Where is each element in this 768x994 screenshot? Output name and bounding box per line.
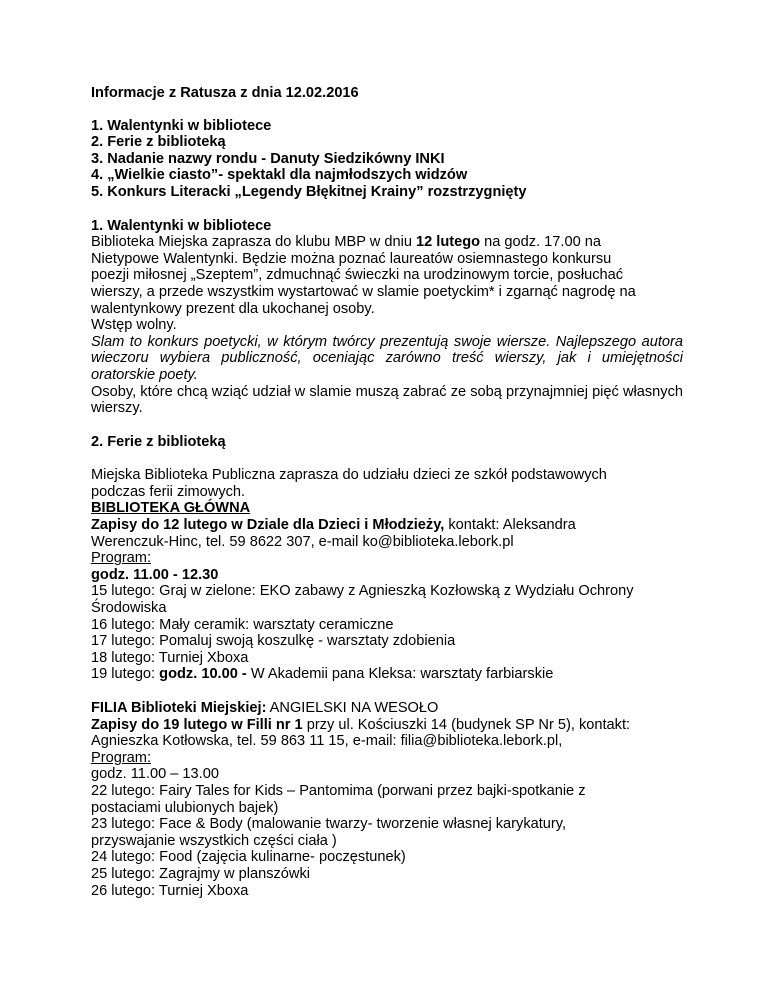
event-date: 12 lutego xyxy=(416,234,481,251)
toc-item: 4. „Wielkie ciasto”- spektakl dla najmłodszych widzów xyxy=(91,167,468,184)
program-event: 16 lutego: Mały ceramik: warsztaty ceramiczne xyxy=(91,616,394,633)
program-event: 23 lutego: Face & Body (malowanie twarzy- tworzenie własnej karykatury, xyxy=(91,816,567,833)
program-event: Środowiska xyxy=(91,600,167,617)
text-run: W Akademii pana Kleksa: warsztaty farbiarskie xyxy=(246,666,554,683)
page-title: Informacje z Ratusza z dnia 12.02.2016 xyxy=(91,85,359,101)
text-run: na godz. 17.00 na xyxy=(480,234,601,251)
contact-line: Werenczuk-Hinc, tel. 59 8622 307, e-mail ko@biblioteka.lebork.pl xyxy=(91,533,514,550)
signup-line xyxy=(91,517,683,534)
program-label: Program: xyxy=(91,550,152,567)
contact-line: Agnieszka Kotłowska, tel. 59 863 11 15, e-mail: filia@biblioteka.lebork.pl, xyxy=(91,733,563,750)
program-event: 15 lutego: Graj w zielone: EKO zabawy z Agnieszką Kozłowską z Wydziału Ochrony xyxy=(91,583,634,600)
program-event: 18 lutego: Turniej Xboxa xyxy=(91,649,249,666)
main-library-block xyxy=(91,500,683,683)
slam-requirement: Osoby, które chcą wziąć udział w slamie muszą zabrać ze sobą przynajmniej pięć własnych wierszy. xyxy=(91,383,683,417)
section-heading: 1. Walentynki w bibliotece xyxy=(91,217,272,234)
signup-line xyxy=(91,717,683,734)
program-event: 26 lutego: Turniej Xboxa xyxy=(91,882,249,899)
toc-item: 1. Walentynki w bibliotece xyxy=(91,117,272,134)
branch-label: FILIA Biblioteki Miejskiej: xyxy=(91,700,267,716)
paragraph-line: Nietypowe Walentynki. Będzie można poznać laureatów osiemnastego konkursu xyxy=(91,250,612,267)
section-winter-break xyxy=(91,434,683,899)
program-event: postaciami ulubionych bajek) xyxy=(91,799,279,816)
section-valentines xyxy=(91,218,683,417)
program-event: 25 lutego: Zagrajmy w planszówki xyxy=(91,865,311,882)
program-event: przyswajanie wszystkich części ciała ) xyxy=(91,832,337,849)
paragraph-line: walentynkowy prezent dla ukochanej osoby. xyxy=(91,300,375,317)
toc-item: 2. Ferie z biblioteką xyxy=(91,134,226,151)
paragraph-line: podczas ferii zimowych. xyxy=(91,483,246,500)
text-run: Biblioteka Miejska zaprasza do klubu MBP w dniu xyxy=(91,234,417,251)
paragraph-line: poezji miłosnej „Szeptem”, zdmuchnąć świeczki na urodzinowym torcie, posłuchać xyxy=(91,267,624,284)
paragraph-line xyxy=(91,234,683,251)
program-event: 22 lutego: Fairy Tales for Kids – Pantomima (porwani przez bajki-spotkanie z xyxy=(91,782,586,799)
program-hours: godz. 11.00 - 12.30 xyxy=(91,566,219,583)
program-hours: godz. 11.00 – 13.00 xyxy=(91,766,219,783)
toc-item: 3. Nadanie nazwy rondu - Danuty Siedzikówny INKI xyxy=(91,150,445,167)
table-of-contents xyxy=(91,118,683,201)
paragraph-line: wierszy, a przede wszystkim wystartować w slamie poetyckim* i zgarnąć nagrodę na xyxy=(91,283,636,300)
main-library-label: BIBLIOTEKA GŁÓWNA xyxy=(91,500,251,517)
entry-note: Wstęp wolny. xyxy=(91,317,177,334)
program-event xyxy=(91,666,683,683)
signup-deadline: Zapisy do 19 lutego w Filli nr 1 xyxy=(91,716,303,733)
document-content xyxy=(91,85,683,899)
program-event: 24 lutego: Food (zajęcia kulinarne- poczęstunek) xyxy=(91,849,406,866)
program-label: Program: xyxy=(91,749,152,766)
text-run: kontakt: Aleksandra xyxy=(444,517,576,534)
branch-program-name: ANGIELSKI NA WESOŁO xyxy=(266,700,439,716)
text-run: przy ul. Kościuszki 14 (budynek SP Nr 5), kontakt: xyxy=(302,716,631,733)
signup-deadline: Zapisy do 12 lutego w Dziale dla Dzieci i Młodzieży, xyxy=(91,517,445,534)
program-event: 17 lutego: Pomaluj swoją koszulkę - warsztaty zdobienia xyxy=(91,633,456,650)
slam-definition: Slam to konkurs poetycki, w którym twórcy prezentują swoje wiersze. Najlepszego autora wieczoru wybiera publiczność, oceniając zarówno treść wierszy, jak i umiejętności oratorskie poety. xyxy=(91,333,683,383)
paragraph-line: Miejska Biblioteka Publiczna zaprasza do udziału dzieci ze szkół podstawowych xyxy=(91,467,607,484)
section-heading: 2. Ferie z biblioteką xyxy=(91,433,226,450)
branch-library-block xyxy=(91,700,683,899)
toc-item: 5. Konkurs Literacki „Legendy Błękitnej Krainy” rozstrzygnięty xyxy=(91,183,527,200)
event-hours: godz. 10.00 - xyxy=(159,666,247,683)
text-run: 19 lutego: xyxy=(91,666,160,683)
branch-title-line xyxy=(91,700,683,717)
